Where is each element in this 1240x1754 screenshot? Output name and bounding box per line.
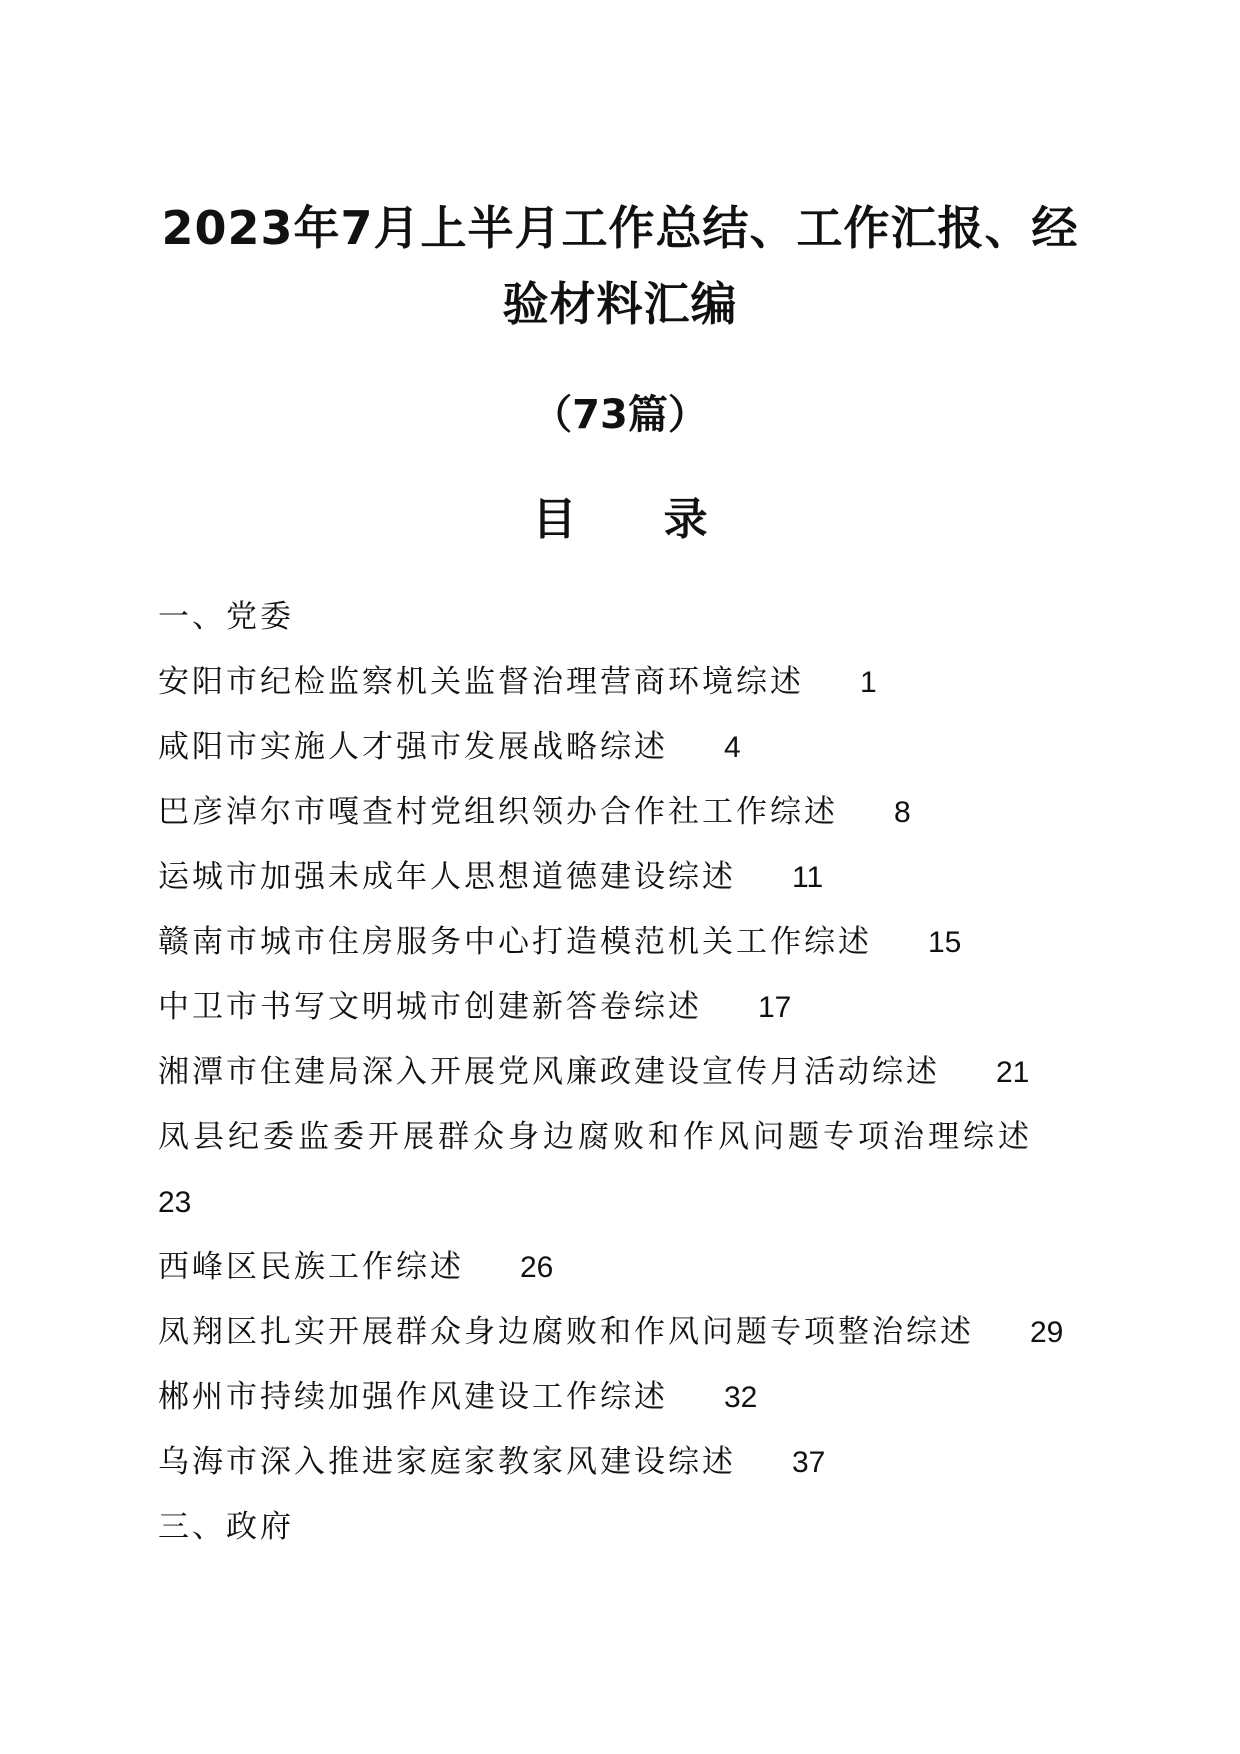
title-line-2: 验材料汇编 xyxy=(502,277,738,331)
toc-entry-title: 中卫市书写文明城市创建新答卷综述 xyxy=(158,989,702,1025)
toc-entry-page: 32 xyxy=(724,1381,758,1414)
toc-entry[interactable] xyxy=(158,650,1088,715)
toc-entry-title: 安阳市纪检监察机关监督治理营商环境综述 xyxy=(158,664,804,700)
toc-section-heading: 三、政府 xyxy=(158,1509,294,1545)
toc-entry[interactable] xyxy=(158,1040,1088,1105)
toc-entry[interactable] xyxy=(158,715,1088,780)
toc-entry[interactable] xyxy=(158,910,1088,975)
toc-entry-page: 23 xyxy=(158,1186,192,1219)
toc-entry-page: 11 xyxy=(792,861,824,894)
title-line-1: 2023年7月上半月工作总结、工作汇报、经 xyxy=(161,201,1079,255)
toc-entry-title: 巴彦淖尔市嘎查村党组织领办合作社工作综述 xyxy=(158,794,838,830)
document-title xyxy=(0,190,1240,342)
toc-entry-page: 8 xyxy=(894,796,911,829)
toc-section-heading: 一、党委 xyxy=(158,599,294,635)
toc-entry[interactable] xyxy=(158,975,1088,1040)
toc-entry-page: 26 xyxy=(520,1251,554,1284)
toc-entry[interactable] xyxy=(158,1430,1088,1495)
toc-entry-title: 赣南市城市住房服务中心打造模范机关工作综述 xyxy=(158,924,872,960)
table-of-contents xyxy=(158,585,1088,1560)
toc-entry[interactable] xyxy=(158,1235,1088,1300)
toc-heading: 目 录 xyxy=(532,494,708,545)
toc-entry-title: 凤翔区扎实开展群众身边腐败和作风问题专项整治综述 xyxy=(158,1314,974,1350)
toc-entry[interactable] xyxy=(158,1105,1088,1235)
toc-entry-page: 37 xyxy=(792,1446,826,1479)
toc-entry[interactable] xyxy=(158,1300,1088,1365)
toc-entry[interactable] xyxy=(158,845,1088,910)
toc-entry-title: 郴州市持续加强作风建设工作综述 xyxy=(158,1379,668,1415)
toc-entry-title: 运城市加强未成年人思想道德建设综述 xyxy=(158,859,736,895)
toc-entry-page: 1 xyxy=(860,666,877,699)
toc-entry[interactable] xyxy=(158,780,1088,845)
article-count: （73篇） xyxy=(532,392,708,438)
toc-entry-title: 乌海市深入推进家庭家教家风建设综述 xyxy=(158,1444,736,1480)
toc-entry-page: 17 xyxy=(758,991,792,1024)
toc-entry-title: 咸阳市实施人才强市发展战略综述 xyxy=(158,729,668,765)
toc-entry-title: 湘潭市住建局深入开展党风廉政建设宣传月活动综述 xyxy=(158,1054,940,1090)
toc-entry-page: 15 xyxy=(928,926,962,959)
toc-entry-title: 西峰区民族工作综述 xyxy=(158,1249,464,1285)
toc-entry-page: 21 xyxy=(996,1056,1030,1089)
toc-entry-title: 凤县纪委监委开展群众身边腐败和作风问题专项治理综述 xyxy=(158,1119,1033,1155)
toc-entry[interactable] xyxy=(158,1365,1088,1430)
toc-entry-page: 29 xyxy=(1030,1316,1064,1349)
toc-entry-page: 4 xyxy=(724,731,741,764)
